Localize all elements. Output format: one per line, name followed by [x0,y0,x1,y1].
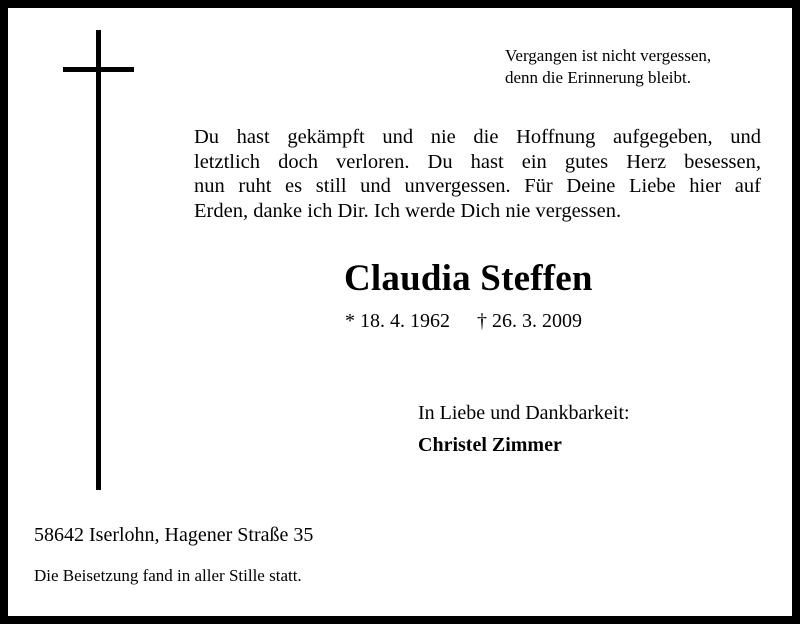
birth-date: * 18. 4. 1962 [345,310,450,332]
deceased-name: Claudia Steffen [344,258,593,299]
motto [505,45,785,89]
poem-line: letztlich doch verloren. Du hast ein gutes Herz besessen, [194,150,761,173]
motto-line: denn die Erinnerung bleibt. [505,68,692,87]
cross-horizontal-bar [63,67,134,72]
poem [194,125,761,223]
motto-line: Vergangen ist nicht vergessen, [505,46,712,65]
life-dates [345,310,582,333]
burial-note: Die Beisetzung fand in aller Stille statt. [34,566,302,585]
poem-line: Du hast gekämpft und nie die Hoffnung aufgegeben, und [194,126,761,148]
cross-vertical-bar [96,30,101,490]
poem-line: nun ruht es still und unvergessen. Für Deine Liebe hier auf [194,175,761,197]
death-date: † 26. 3. 2009 [477,310,582,332]
signer-name: Christel Zimmer [418,434,562,456]
address: 58642 Iserlohn, Hagener Straße 35 [34,524,314,546]
poem-line: Erden, danke ich Dir. Ich werde Dich nie vergessen. [194,199,622,222]
dedication: In Liebe und Dankbarkeit: [418,402,630,424]
